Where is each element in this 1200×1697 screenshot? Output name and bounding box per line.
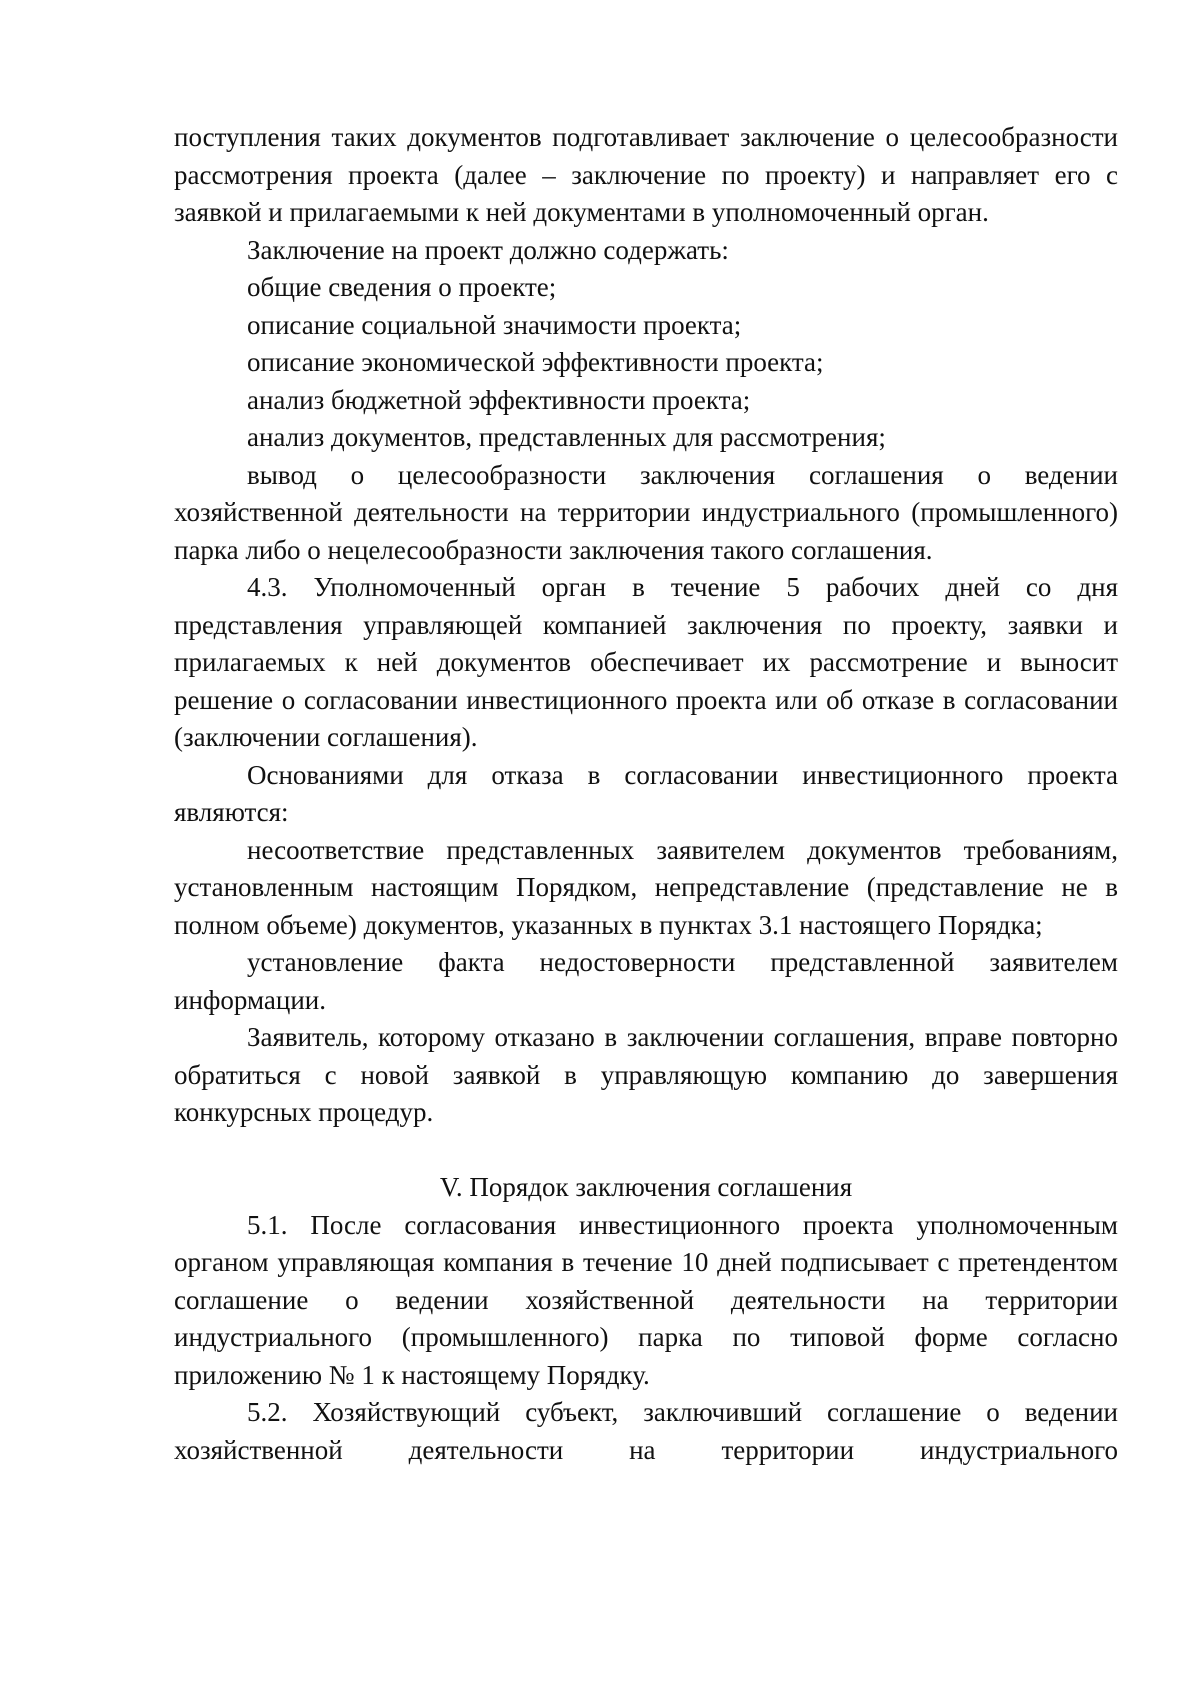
paragraph-5-2: 5.2. Хозяйствующий субъект, заключивший соглашение о ведении хозяйственной деятельности на территории индустриального	[174, 1397, 1118, 1465]
section-heading: V. Порядок заключения соглашения	[439, 1172, 853, 1202]
paragraph-conclusion-intro: Заключение на проект должно содержать:	[247, 234, 729, 265]
paragraph-4-3: 4.3. Уполномоченный орган в течение 5 рабочих дней со дня представления управляющей компанией заключения по проекту, заявки и прилагаемых к ней документов обеспечивает их рассмотрение и выносит решение о согласовании инвестиционного проекта или об отказе в согласовании (заключении соглашения).	[174, 572, 1118, 752]
paragraph-5-1: 5.1. После согласования инвестиционного проекта уполномоченным органом управляющая компания в течение 10 дней подписывает с претендентом соглашение о ведении хозяйственной деятельности на территории индустриального (промышленного) парка по типовой форме согласно приложению № 1 к настоящему Порядку.	[174, 1209, 1118, 1390]
list-item-documents-analysis: анализ документов, представленных для рассмотрения;	[247, 422, 886, 452]
list-item-conclusion: вывод о целесообразности заключения соглашения о ведении хозяйственной деятельности на территории индустриального (промышленного) парка либо о нецелесообразности заключения такого соглашения.	[174, 459, 1118, 565]
paragraph-refusal-grounds: Основаниями для отказа в согласовании инвестиционного проекта являются:	[174, 759, 1118, 827]
paragraph-continuation: поступления таких документов подготавливает заключение о целесообразности рассмотрения проекта (далее – заключение по проекту) и направляет его с заявкой и прилагаемыми к ней документами в уполномоченный орган.	[174, 122, 1118, 227]
document-body	[174, 119, 1118, 1469]
list-item-noncompliance: несоответствие представленных заявителем документов требованиям, установленным настоящим Порядком, непредставление (представление не в полном объеме) документов, указанных в пунктах 3.1 настоящего Порядка;	[174, 834, 1118, 940]
list-item-budget-efficiency: анализ бюджетной эффективности проекта;	[247, 384, 751, 415]
list-item-general-info: общие сведения о проекте;	[247, 272, 557, 302]
list-item-economic-efficiency: описание экономической эффективности проекта;	[247, 347, 824, 377]
list-item-unreliable-info: установление факта недостоверности представленной заявителем информации.	[174, 947, 1118, 1015]
list-item-social-significance: описание социальной значимости проекта;	[247, 309, 742, 340]
paragraph-reapply: Заявитель, которому отказано в заключении соглашения, вправе повторно обратиться с новой заявкой в управляющую компанию до завершения конкурсных процедур.	[174, 1022, 1118, 1127]
